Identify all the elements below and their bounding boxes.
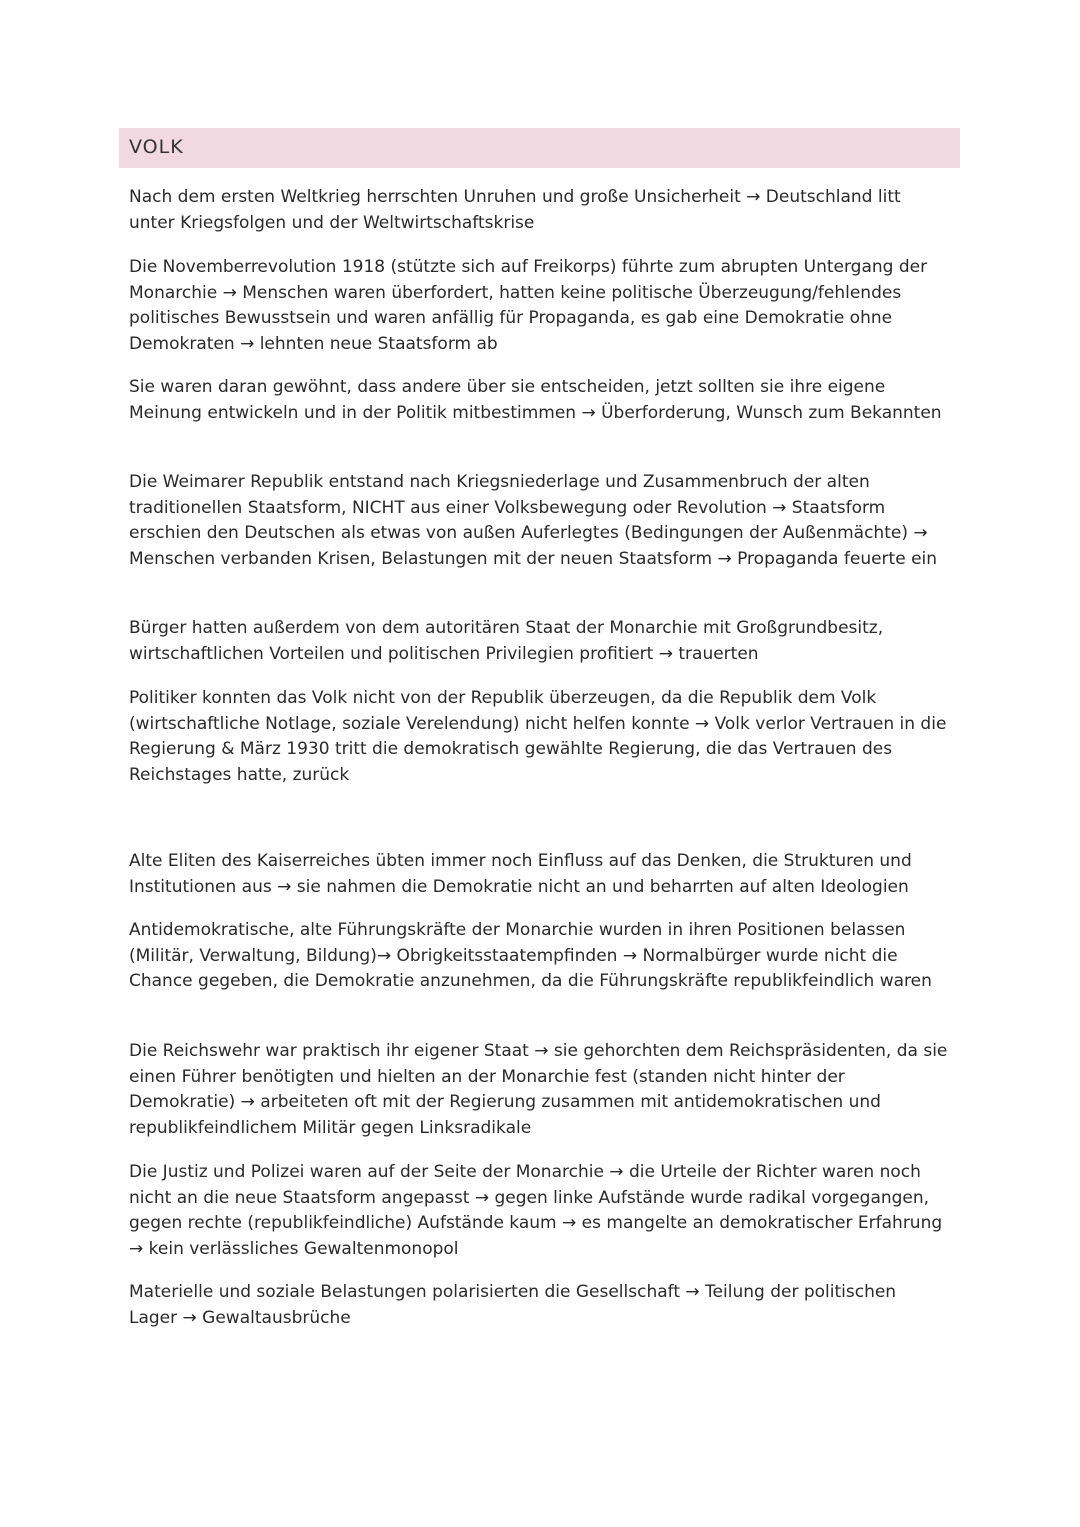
paragraph: Sie waren daran gewöhnt, dass andere über sie entscheiden, jetzt sollten sie ihre eigene Meinung entwickeln und in der Politik mitbestimmen → Überforderung, Wunsch zum Bekannten [129,377,942,423]
paragraph: Bürger hatten außerdem von dem autoritären Staat der Monarchie mit Großgrundbesitz, wirtschaftlichen Vorteilen und politischen Privilegien profitiert → trauerten [129,618,884,664]
paragraph: Antidemokratische, alte Führungskräfte der Monarchie wurden in ihren Positionen belassen (Militär, Verwaltung, Bildung)→ Obrigkeitsstaatempfinden → Normalbürger wurde nicht die Chance gegeben, die Demokratie anzunehmen, da die Führungskräfte republikfeindlich waren [129,920,932,991]
section-header [119,128,960,168]
paragraph: Die Weimarer Republik entstand nach Kriegsniederlage und Zusammenbruch der alten traditionellen Staatsform, NICHT aus einer Volksbewegung oder Revolution → Staatsform erschien den Deutschen als etwas von außen Auferlegtes (Bedingungen der Außenmächte) → Menschen verbanden Krisen, Belastungen mit der neuen Staatsform → Propaganda feuerte ein [129,472,938,569]
paragraph: Nach dem ersten Weltkrieg herrschten Unruhen und große Unsicherheit → Deutschland litt unter Kriegsfolgen und der Weltwirtschaftskrise [129,187,901,233]
section-title: VOLK [129,136,184,158]
paragraph: Die Novemberrevolution 1918 (stützte sich auf Freikorps) führte zum abrupten Untergang der Monarchie → Menschen waren überfordert, hatten keine politische Überzeugung/fehlendes politisches Bewusstsein und waren anfällig für Propaganda, es gab eine Demokratie ohne Demokraten → lehnten neue Staatsform ab [129,257,928,354]
paragraph: Alte Eliten des Kaiserreiches übten immer noch Einfluss auf das Denken, die Strukturen und Institutionen aus → sie nahmen die Demokratie nicht an und beharrten auf alten Ideologien [129,851,912,897]
paragraph: Materielle und soziale Belastungen polarisierten die Gesellschaft → Teilung der politischen Lager → Gewaltausbrüche [129,1282,897,1328]
paragraph: Die Justiz und Polizei waren auf der Seite der Monarchie → die Urteile der Richter waren noch nicht an die neue Staatsform angepasst → gegen linke Aufstände wurde radikal vorgegangen, gegen rechte (republikfeindliche) Aufstände kaum → es mangelte an demokratischer Erfahrung → kein verlässliches Gewaltenmonopol [129,1162,943,1259]
paragraph: Die Reichswehr war praktisch ihr eigener Staat → sie gehorchten dem Reichspräsidenten, da sie einen Führer benötigten und hielten an der Monarchie fest (standen nicht hinter der Demokratie) → arbeiteten oft mit der Regierung zusammen mit antidemokratischen und republikfeindlichem Militär gegen Linksradikale [129,1041,948,1138]
paragraph: Politiker konnten das Volk nicht von der Republik überzeugen, da die Republik dem Volk (wirtschaftliche Notlage, soziale Verelendung) nicht helfen konnte → Volk verlor Vertrauen in die Regierung & März 1930 tritt die demokratisch gewählte Regierung, die das Vertrauen des Reichstages hatte, zurück [129,688,947,785]
